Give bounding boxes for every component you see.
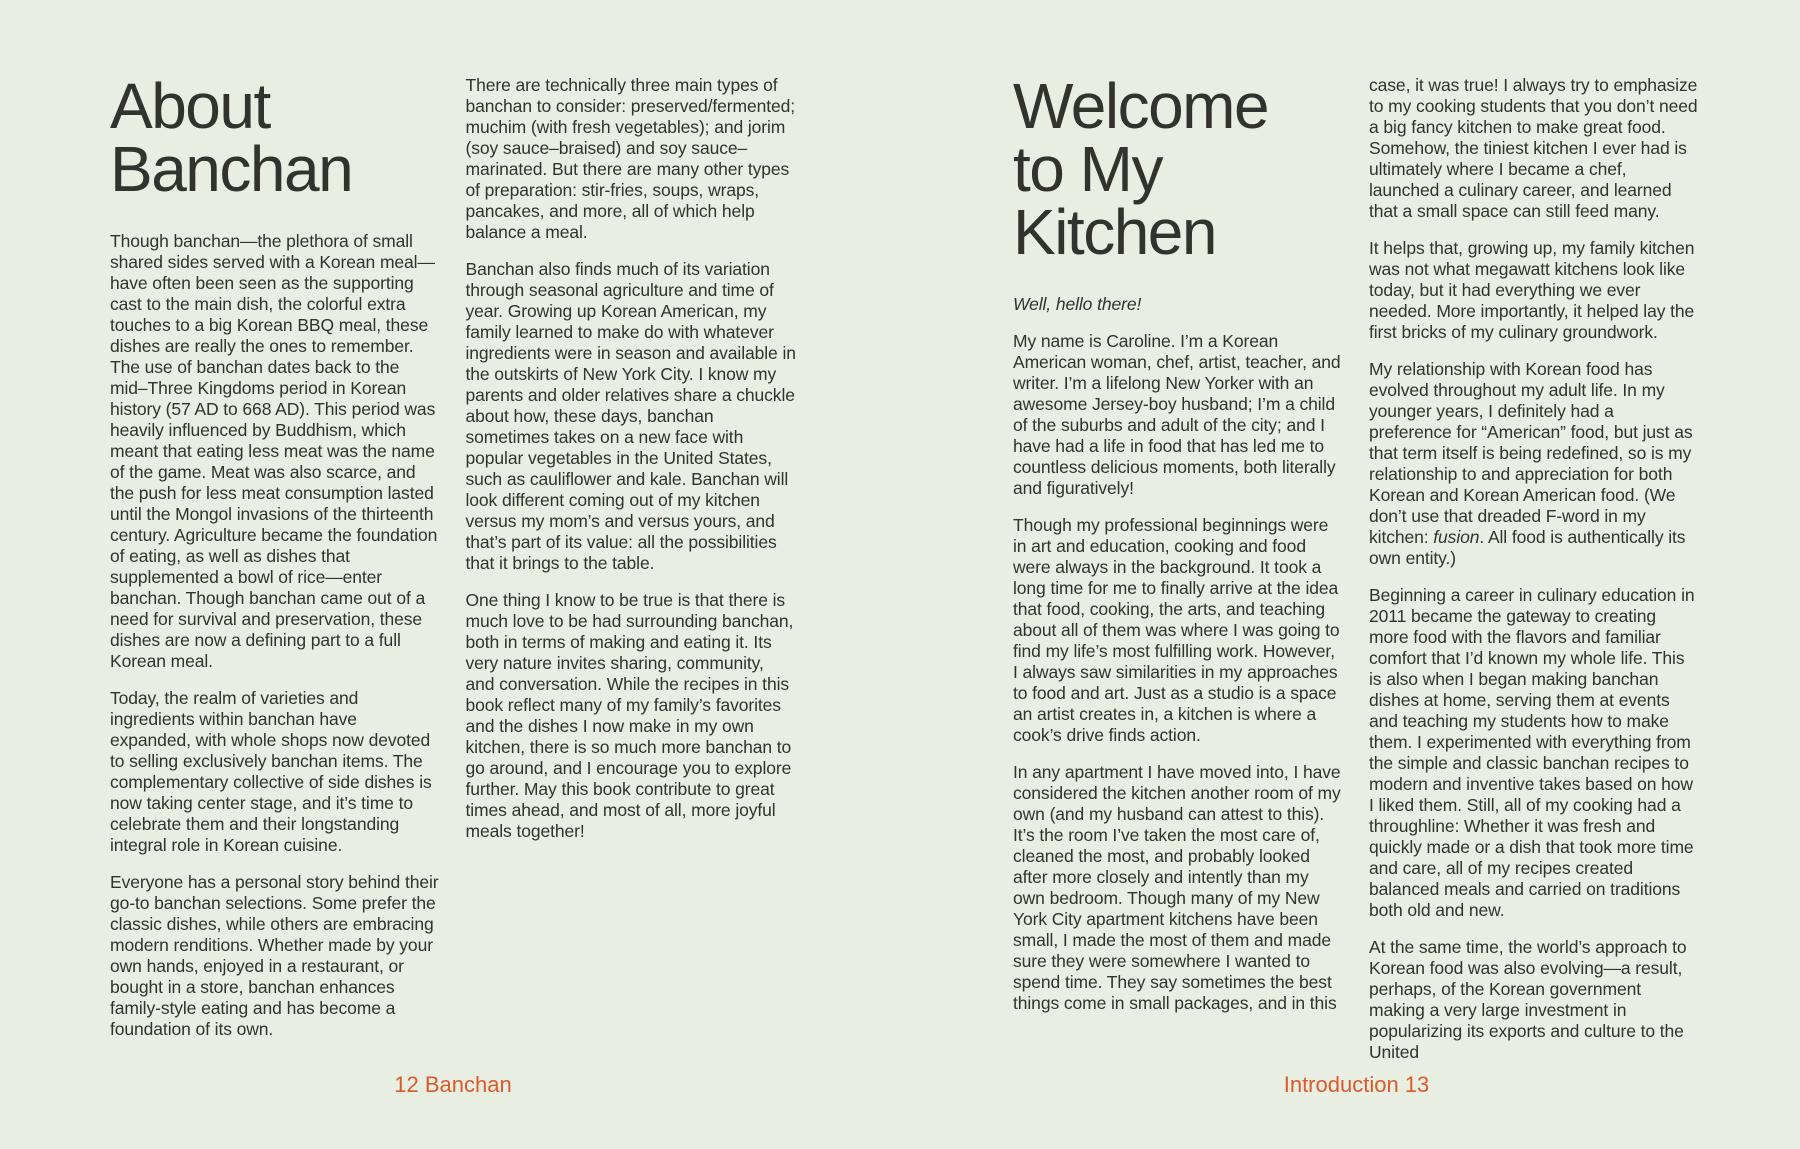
page-subtitle: Well, hello there!: [1013, 294, 1142, 314]
text-segment: case, it was true! I always try to emphasize to my cooking students that you don’t need a big fancy kitchen to make great food. Somehow, the tiniest kitchen I ever had is ultimately where I became a chef, launched a culinary career, and learned that a small space can still feed many.: [1369, 75, 1698, 221]
text-segment: . All food is authentically its own entity.): [1369, 527, 1686, 568]
page-left-content: [110, 70, 796, 1040]
page-footer: 12 Banchan: [394, 1072, 512, 1097]
title-line: to My: [1013, 133, 1162, 205]
page-title: [1013, 70, 1344, 268]
body-column: [1013, 70, 1344, 1063]
title-line: Banchan: [110, 133, 353, 205]
text-segment: My name is Caroline. I’m a Korean American woman, chef, artist, teacher, and writer. I’m a lifelong New Yorker with an awesome Jersey-boy husband; I’m a child of the suburbs and adult of the city; and I have had a life in food that has led me to countless delicious moments, both literally and figuratively!: [1013, 331, 1341, 498]
text-segment: In any apartment I have moved into, I have considered the kitchen another room of my own (and my husband can attest to this). It’s the room I’ve taken the most care of, cleaned the most, and probably looked after more closely and intently than my own bedroom. Though many of my New York City apartment kitchens have been small, I made the most of them and made sure they were somewhere I wanted to spend time. They say sometimes the best things come in small packages, and in this: [1013, 762, 1341, 1013]
text-segment: Beginning a career in culinary education in 2011 became the gateway to creating more food with the flavors and familiar comfort that I’d known my whole life. This is also when I began making banchan dishes at home, serving them at events and teaching my students how to make them. I experimented with everything from the simple and classic banchan recipes to modern and inventive takes based on how I liked them. Still, all of my cooking had a throughline: Whether it was fresh and quickly made or a dish that took more time and care, all of my recipes created balanced meals and carried on traditions both old and new.: [1369, 585, 1695, 920]
text-segment: There are technically three main types of banchan to consider: preserved/fermented; muchim (with fresh vegetables); and jorim (soy sauce–braised) and soy sauce–marinated. But there are many other types of preparation: stir-fries, soups, wraps, pancakes, and more, all of which help balance a meal.: [465, 75, 796, 242]
paragraph: [1013, 762, 1344, 1014]
text-segment: Today, the realm of varieties and ingredients within banchan have expanded, with whole shops now devoted to selling exclusively banchan items. The complementary collective of side dishes is now taking center stage, and it’s time to celebrate them and their longstanding integral role in Korean cuisine.: [110, 688, 432, 855]
body-column: [1369, 75, 1700, 1063]
page-footer: Introduction 13: [1283, 1072, 1430, 1097]
paragraph: [1013, 331, 1344, 499]
paragraph: [1369, 359, 1700, 569]
title-line: About: [110, 70, 270, 142]
text-segment: One thing I know to be true is that there is much love to be had surrounding banchan, both in terms of making and eating it. Its very nature invites sharing, community, and conversation. While the recipes in this book reflect many of my family’s favorites and the dishes I now make in my own kitchen, there is so much more banchan to go around, and I encourage you to explore further. May this book contribute to great times ahead, and most of all, more joyful meals together!: [465, 590, 794, 841]
paragraph: [1013, 515, 1344, 746]
paragraph: [110, 231, 441, 672]
title-line: Kitchen: [1013, 196, 1216, 268]
paragraph: [1369, 238, 1700, 343]
paragraph: [110, 872, 441, 1040]
italic-text: fusion: [1433, 527, 1480, 547]
text-segment: Everyone has a personal story behind their go-to banchan selections. Some prefer the classic dishes, while others are embracing modern renditions. Whether made by your own hands, enjoyed in a restaurant, or bought in a store, banchan enhances family-style eating and has become a foundation of its own.: [110, 872, 439, 1039]
text-segment: Though my professional beginnings were in art and education, cooking and food were always in the background. It took a long time for me to finally arrive at the idea that food, cooking, the arts, and teaching about all of them was where I was going to find my life’s most fulfilling work. However, I always saw similarities in my approaches to food and art. Just as a studio is a space an artist creates in, a kitchen is where a cook’s drive finds action.: [1013, 515, 1340, 745]
page-right: [900, 0, 1800, 1149]
paragraph: [1369, 585, 1700, 921]
text-segment: At the same time, the world’s approach to Korean food was also evolving—a result, perhaps, of the Korean government making a very large investment in popularizing its exports and culture to the United: [1369, 937, 1687, 1062]
body-column: [110, 70, 441, 1040]
paragraph: [466, 590, 797, 842]
paragraph: [1369, 937, 1700, 1063]
paragraph: [466, 75, 797, 243]
text-segment: Banchan also finds much of its variation through seasonal agriculture and time of year. Growing up Korean American, my family learned to make do with whatever ingredients were in season and available in the outskirts of New York City. I know my parents and older relatives share a chuckle about how, these days, banchan sometimes takes on a new face with popular vegetables in the United States, such as cauliflower and kale. Banchan will look different coming out of my kitchen versus my mom’s and versus yours, and that’s part of its value: all the possibilities that it brings to the table.: [465, 259, 796, 573]
body-column: [466, 75, 797, 1040]
page-title: [110, 70, 441, 205]
column-paragraphs: [1013, 331, 1344, 1014]
text-segment: Though banchan—the plethora of small shared sides served with a Korean meal—have often been seen as the supporting cast to the main dish, the colorful extra touches to a big Korean BBQ meal, these dishes are really the ones to remember. The use of banchan dates back to the mid–Three Kingdoms period in Korean history (57 AD to 668 AD). This period was heavily influenced by Buddhism, which meant that eating less meat was the name of the game. Meat was also scarce, and the push for less meat consumption lasted until the Mongol invasions of the thirteenth century. Agriculture became the foundation of eating, as well as dishes that supplemented a bowl of rice—enter banchan. Though banchan came out of a need for survival and preservation, these dishes are now a defining part to a full Korean meal.: [110, 231, 438, 671]
paragraph: [1369, 75, 1700, 222]
page-right-content: [1013, 70, 1700, 1063]
text-segment: My relationship with Korean food has evolved throughout my adult life. In my younger years, I definitely had a preference for “American” food, but just as that term itself is being redefined, so is my relationship to and appreciation for both Korean and Korean American food. (We don’t use that dreaded F-word in my kitchen:: [1369, 359, 1693, 547]
paragraph: [110, 688, 441, 856]
paragraph: [466, 259, 797, 574]
title-line: Welcome: [1013, 70, 1269, 142]
column-paragraphs: [110, 231, 441, 1040]
text-segment: It helps that, growing up, my family kitchen was not what megawatt kitchens look like today, but it had everything we ever needed. More importantly, it helped lay the first bricks of my culinary groundwork.: [1369, 238, 1695, 342]
